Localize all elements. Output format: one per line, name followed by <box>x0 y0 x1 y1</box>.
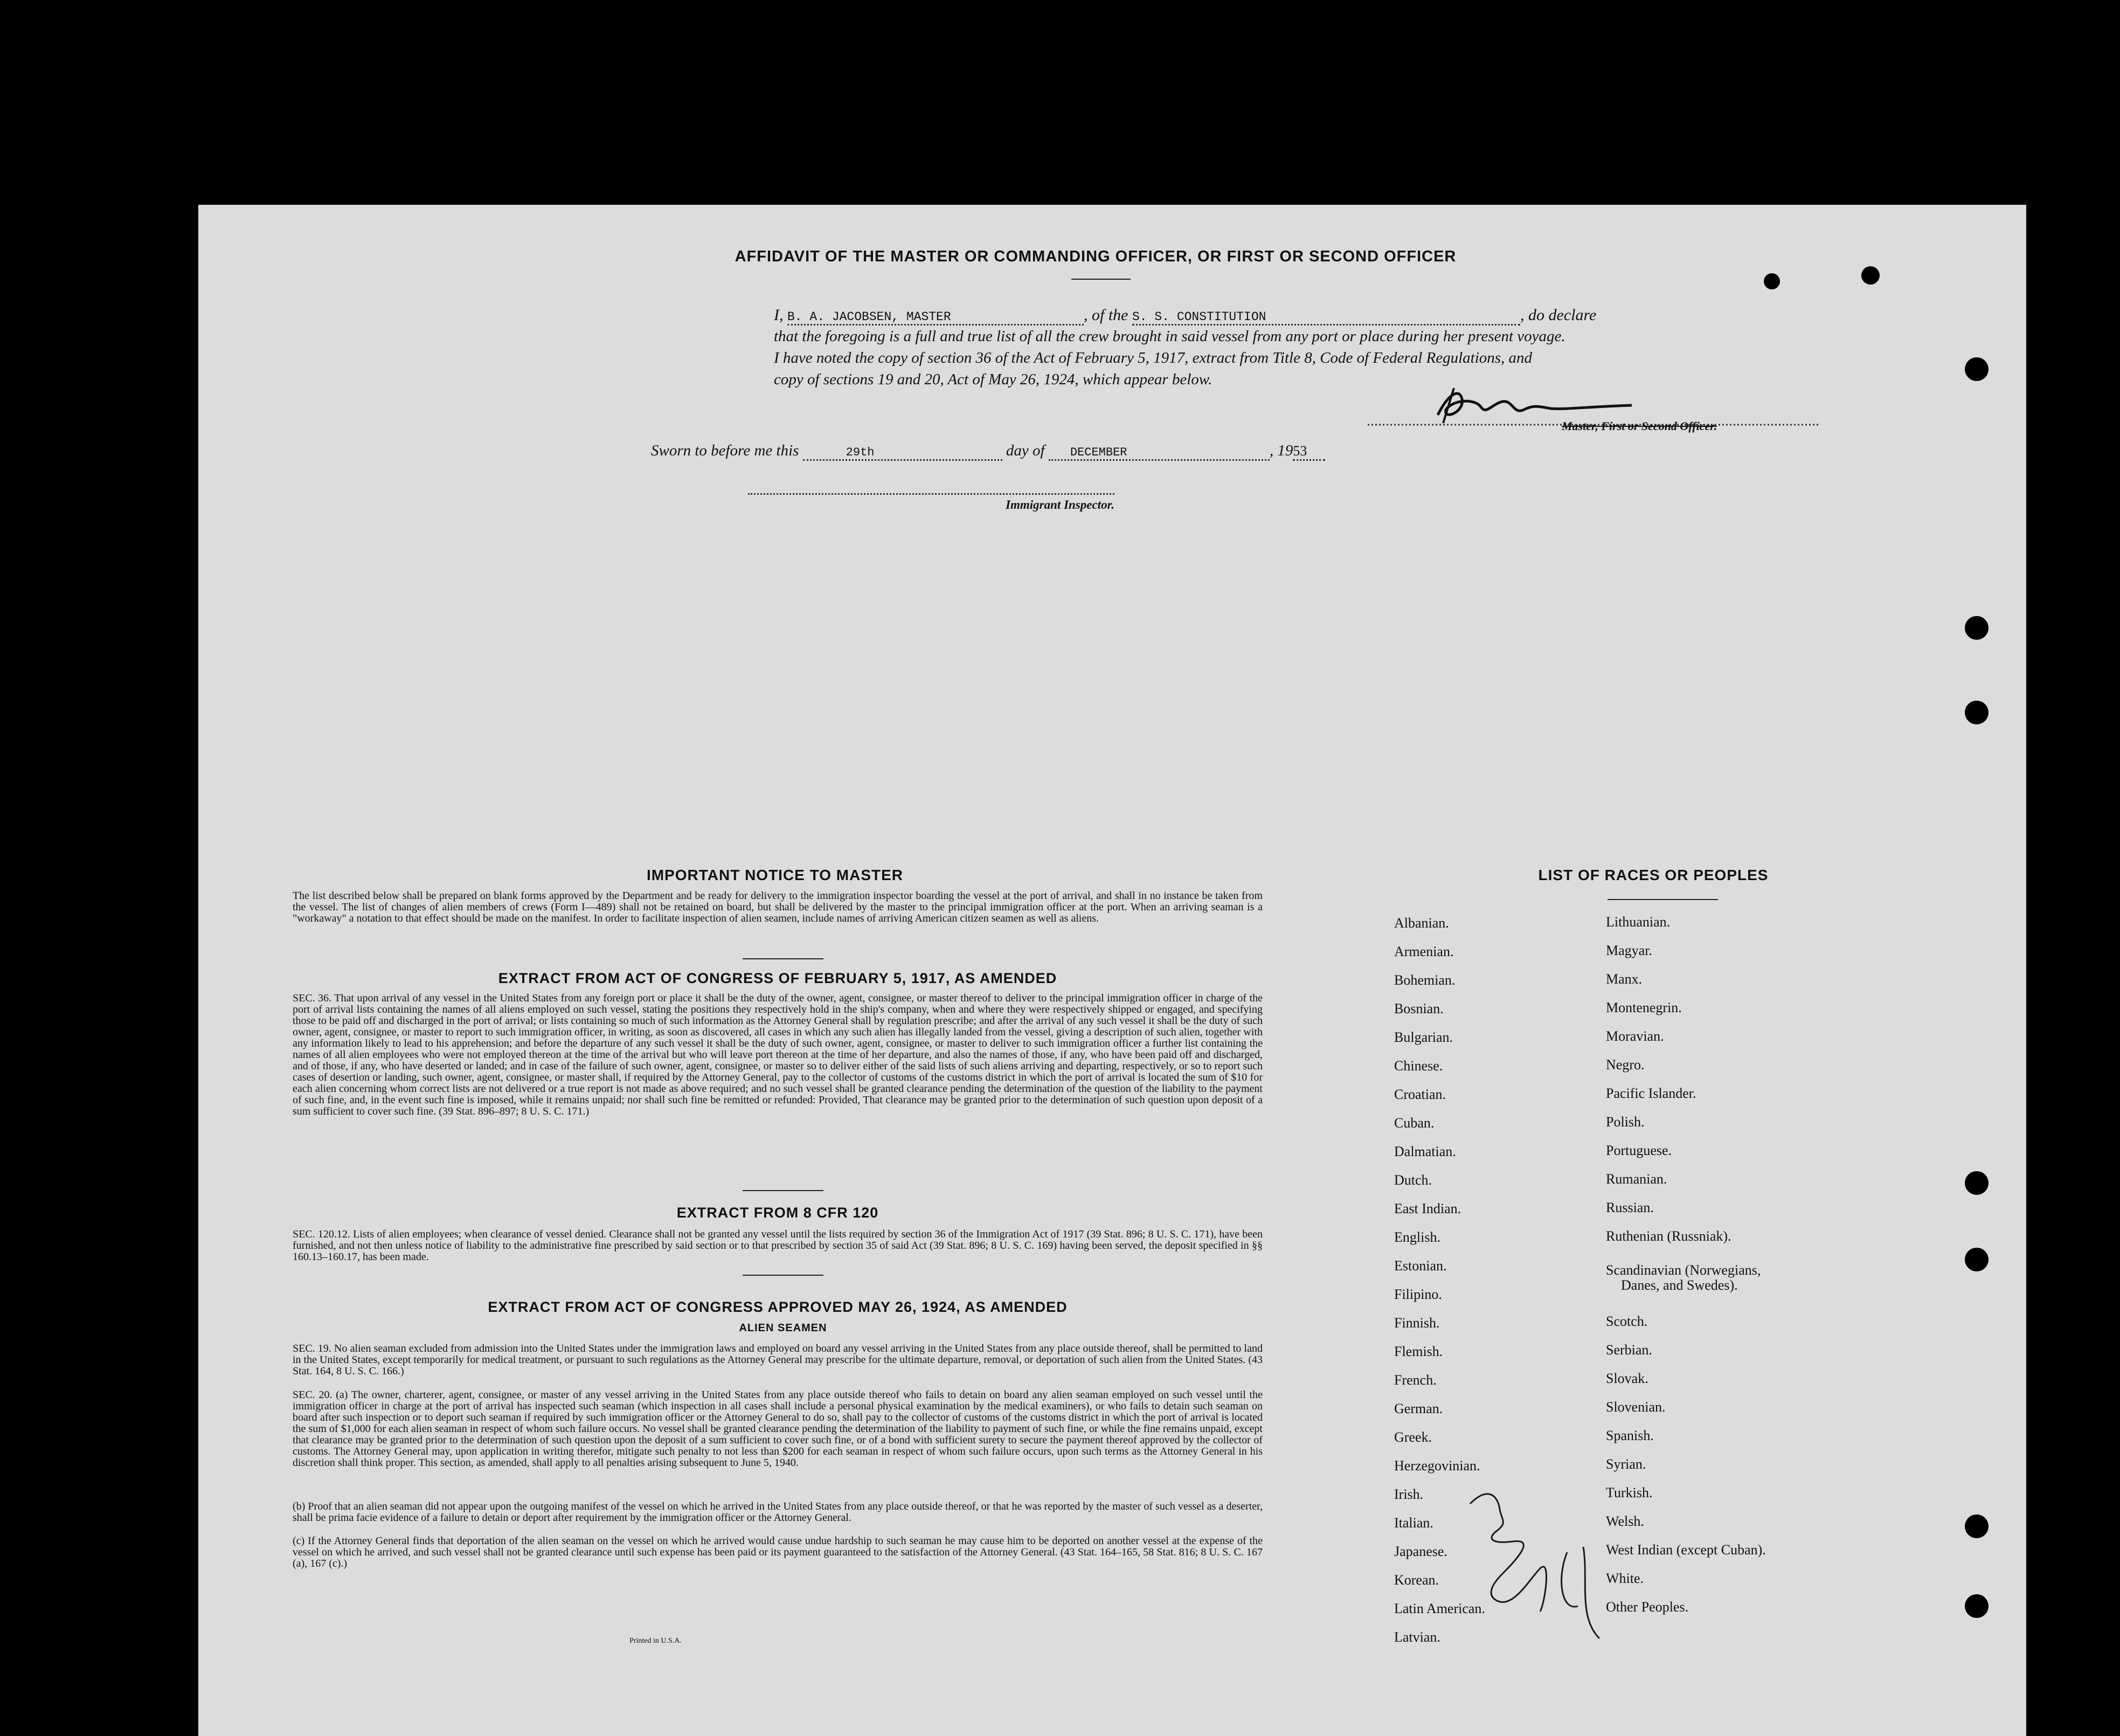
race-item: Estonian. <box>1394 1258 1447 1274</box>
punch-hole <box>1965 616 1989 640</box>
punch-hole <box>1965 1514 1989 1538</box>
race-item: Bulgarian. <box>1394 1029 1453 1045</box>
race-item: Scotch. <box>1606 1313 1648 1329</box>
extract-cfr-title: EXTRACT FROM 8 CFR 120 <box>676 1205 879 1221</box>
section-20a-text: SEC. 20. (a) The owner, charterer, agent, consignee, or master of any vessel arriving in the United States from any place outside thereof who fails to detain on board any alien seaman employed on such vessel until the immigration officer in charge at the port of arrival has inspected such seaman (which inspection in all cases shall include a personal physical examination by the medical examiners), or who fails to detain such seaman on board after such inspection or to deport such seaman if required by such immigration officer or the Attorney General to do so, shall pay to the collector of customs of the customs district in which the port of arrival is located the sum of $1,000 for each alien seaman in respect of whom such failure occurs. No vessel shall be granted clearance pending the determination of the liability to payment of such fine, or while the fine remains unpaid, except that clearance may be granted prior to the determination of such question upon the deposit of a sum sufficient to cover such fine, or of a bond with sufficient surety to secure the payment thereof approved by the collector of customs. The Attorney General may, upon application in writing therefor, mitigate such penalty to not less than $200 for each seaman in respect of whom such failure occurs, upon such terms as the Attorney General in his discretion shall think proper. This section, as amended, shall apply to all penalties arising subsequent to June 5, 1940. <box>293 1389 1263 1469</box>
inspector-signature-line <box>748 493 1114 495</box>
race-item: Pacific Islander. <box>1606 1085 1696 1101</box>
handwritten-mark <box>1438 1471 1653 1649</box>
race-item: Other Peoples. <box>1606 1599 1689 1615</box>
year-prefix: , 19 <box>1269 442 1293 459</box>
affidavit-line4: copy of sections 19 and 20, Act of May 26, 1924, which appear below. <box>774 371 1213 388</box>
race-item: Bosnian. <box>1394 1001 1444 1016</box>
affidavit-title: AFFIDAVIT OF THE MASTER OR COMMANDING OFFICER, OR FIRST OR SECOND OFFICER <box>735 248 1457 265</box>
extract-1924-title: EXTRACT FROM ACT OF CONGRESS APPROVED MAY 26, 1924, AS AMENDED <box>488 1299 1068 1315</box>
extract-1917-divider <box>743 1190 823 1191</box>
race-item: Slovenian. <box>1606 1399 1666 1415</box>
punch-hole <box>1965 1171 1989 1195</box>
race-item: Latin American. <box>1394 1601 1485 1616</box>
punch-hole <box>1861 266 1880 285</box>
inspector-caption: Immigrant Inspector. <box>1006 498 1114 511</box>
section-20b-text: (b) Proof that an alien seaman did not appear upon the outgoing manifest of the vessel on which he arrived in the United States from any place outside thereof, or that he was reported by the master of such vessel as a deserter, shall be prima facie evidence of a failure to detain or deport after requirement by the immigration officer or the Attorney General. <box>293 1500 1263 1524</box>
signature-caption: Master, First or Second Officer. <box>1562 419 1717 433</box>
notice-title: IMPORTANT NOTICE TO MASTER <box>646 867 904 883</box>
race-item: Welsh. <box>1606 1513 1644 1529</box>
punch-hole <box>1965 1248 1989 1271</box>
punch-hole <box>1965 357 1989 381</box>
extract-cfr-text: SEC. 120.12. Lists of alien employees; when clearance of vessel denied. Clearance shall not be granted any vessel until the lists required by section 36 of the Immigration Act of 1917 (39 Stat. 896; 8 U. S. C. 171), have been furnished, and not then unless notice of liability to the administrative fine prescribed by said section or to that prescribed by section 35 of said Act (39 Stat. 896; 8 U. S. C. 169) having been served, the deposit specified in §§ 160.13–160.17, has been made. <box>293 1228 1263 1263</box>
race-item: Russian. <box>1606 1200 1654 1215</box>
race-item: Rumanian. <box>1606 1171 1667 1187</box>
sworn-line <box>651 442 1729 461</box>
race-item: Dalmatian. <box>1394 1144 1456 1159</box>
races-divider <box>1608 899 1718 900</box>
do-declare-label: , do declare <box>1520 306 1597 324</box>
race-item: Albanian. <box>1394 915 1449 931</box>
race-item: East Indian. <box>1394 1201 1461 1216</box>
extract-cfr-divider <box>743 1275 823 1276</box>
race-item: Flemish. <box>1394 1344 1443 1359</box>
race-item: Cuban. <box>1394 1115 1435 1131</box>
title-divider <box>1071 279 1131 280</box>
race-item: Italian. <box>1394 1515 1433 1531</box>
race-item: Ruthenian (Russniak). <box>1606 1228 1731 1244</box>
day-of-label: day of <box>1006 442 1045 459</box>
race-item: Slovak. <box>1606 1371 1648 1386</box>
race-item: Greek. <box>1394 1429 1432 1445</box>
race-item: Polish. <box>1606 1114 1645 1130</box>
notice-text: The list described below shall be prepared on blank forms approved by the Department and be ready for delivery to the immigration inspector boarding the vessel at the port of arrival, and shall in no instance be taken from the vessel. The list of changes of alien members of crews (Form I—489) shall not be retained on board, but shall be delivered by the master to the principal immigration officer at the port. When an arriving seaman is a "workaway" a notation to that effect should be made on the manifest. In order to facilitate inspection of alien seamen, include names of arriving American citizen seamen as well as aliens. <box>293 890 1263 924</box>
race-item: Bohemian. <box>1394 972 1456 988</box>
punch-hole <box>1965 701 1989 724</box>
extract-1917-title: EXTRACT FROM ACT OF CONGRESS OF FEBRUARY 5, 1917, AS AMENDED <box>498 970 1057 986</box>
affidavit-line3: I have noted the copy of section 36 of the Act of February 5, 1917, extract from Title 8, Code of Federal Regulations, and <box>774 349 1533 366</box>
section-19-text: SEC. 19. No alien seaman excluded from admission into the United States under the immigration laws and employed on board any vessel arriving in the United States from any place outside thereof, shall be permitted to land in the United States, except temporarily for medical treatment, or pursuant to such regulations as the Attorney General may prescribe for the ultimate departure, removal, or deportation of such alien from the United States. (43 Stat. 164, 8 U. S. C. 166.) <box>293 1343 1263 1377</box>
race-item: Danes, and Swedes). <box>1621 1277 1738 1293</box>
race-item: Turkish. <box>1606 1485 1653 1500</box>
race-item: Korean. <box>1394 1572 1439 1588</box>
race-item: Manx. <box>1606 971 1643 987</box>
race-item: Moravian. <box>1606 1028 1664 1044</box>
race-item: Dutch. <box>1394 1172 1432 1188</box>
punch-hole <box>1965 1594 1989 1618</box>
race-item: English. <box>1394 1229 1440 1245</box>
document-page <box>198 205 2026 1736</box>
race-item: Croatian. <box>1394 1087 1446 1102</box>
race-item: Syrian. <box>1606 1456 1646 1472</box>
race-item: Scandinavian (Norwegians, <box>1606 1262 1761 1278</box>
race-item: French. <box>1394 1372 1437 1388</box>
race-item: Filipino. <box>1394 1287 1442 1302</box>
notice-divider <box>743 958 823 959</box>
race-item: Herzegovinian. <box>1394 1458 1480 1474</box>
races-title: LIST OF RACES OR PEOPLES <box>1538 867 1769 883</box>
master-name-field: B. A. JACOBSEN, MASTER <box>787 310 1084 326</box>
race-item: Irish. <box>1394 1486 1424 1502</box>
race-item: Japanese. <box>1394 1544 1447 1559</box>
section-20c-text: (c) If the Attorney General finds that deportation of the alien seaman on the vessel on which he arrived would cause undue hardship to such seaman he may cause him to be deported on another vessel at the expense of the vessel on which he arrived, and such vessel shall not be granted clearance until such expense has been paid or its payment guaranteed to the satisfaction of the Attorney General. (43 Stat. 164–165, 58 Stat. 816; 8 U. S. C. 167 (a), 167 (c).) <box>293 1535 1263 1569</box>
race-item: Finnish. <box>1394 1315 1440 1331</box>
punch-hole <box>1764 273 1780 289</box>
race-item: White. <box>1606 1571 1644 1586</box>
race-item: Chinese. <box>1394 1058 1443 1074</box>
printed-in-usa: Printed in U.S.A. <box>629 1637 682 1645</box>
race-item: Magyar. <box>1606 943 1652 958</box>
affidavit-i: I, <box>774 306 784 324</box>
affidavit-line1 <box>774 306 1830 326</box>
race-item: Serbian. <box>1606 1342 1652 1358</box>
extract-1917-text: SEC. 36. That upon arrival of any vessel in the United States from any foreign port or place it shall be the duty of the owner, agent, consignee, or master thereof to deliver to the principal immigration officer in charge of the port of arrival lists containing the names of all aliens employed on such vessel, stating the positions they respectively hold in the ship's company, when and where they were respectively shipped or engaged, and specifying those to be paid off and discharged in the port of arrival; or lists containing so much of such information as the Attorney General shall by regulation prescribe; and after the arrival of any such vessel it shall be the duty of such owner, agent, consignee, or master to report to such immigration officer, in writing, as soon as discovered, all cases in which any such alien has illegally landed from the vessel, giving a description of such alien, together with any information likely to lead to his apprehension; and before the departure of any such vessel it shall be the duty of such owner, agent, consignee, or master to deliver to such immigration officer a further list containing the names of all alien employees who were not employed thereon at the time of the arrival but who will leave port thereon at the time of her departure, and also the names of those, if any, who have been paid off and discharged, and of those, if any, who have deserted or landed; and in case of the failure of such owner, agent, consignee, or master so to deliver either of the said lists of such aliens arriving and departing, respectively, or so to report such cases of desertion or landing, such owner, agent, consignee, or master shall, if required by the Attorney General, pay to the collector of customs of the customs district in which the port of arrival is located the sum of $10 for each alien concerning whom correct lists are not delivered or a true report is not made as above required; and no such vessel shall be granted clearance pending the determination of the question of the liability to the payment of such fine, and, in the event such fine is imposed, while it remains unpaid; nor shall such fine be remitted or refunded: Provided, That clearance may be granted prior to the determination of such question upon deposit of a sum sufficient to cover such fine. (39 Stat. 896–897; 8 U. S. C. 171.) <box>293 992 1263 1117</box>
year-field: 53 <box>1293 443 1325 461</box>
day-field: 29th <box>803 446 1002 461</box>
race-item: Negro. <box>1606 1057 1645 1073</box>
month-field: DECEMBER <box>1049 446 1270 461</box>
race-item: Armenian. <box>1394 944 1454 959</box>
race-item: German. <box>1394 1401 1443 1416</box>
alien-seamen-subtitle: ALIEN SEAMEN <box>739 1322 827 1334</box>
sworn-label: Sworn to before me this <box>651 442 799 459</box>
of-the-label: , of the <box>1084 306 1128 324</box>
race-item: Latvian. <box>1394 1629 1440 1645</box>
race-item: West Indian (except Cuban). <box>1606 1542 1766 1558</box>
race-item: Montenegrin. <box>1606 1000 1682 1015</box>
vessel-name-field: S. S. CONSTITUTION <box>1132 310 1520 326</box>
race-item: Portuguese. <box>1606 1143 1672 1158</box>
race-item: Spanish. <box>1606 1428 1654 1443</box>
affidavit-line2: that the foregoing is a full and true list of all the crew brought in said vessel from any port or place during her present voyage. <box>774 328 1565 345</box>
race-item: Lithuanian. <box>1606 914 1671 930</box>
